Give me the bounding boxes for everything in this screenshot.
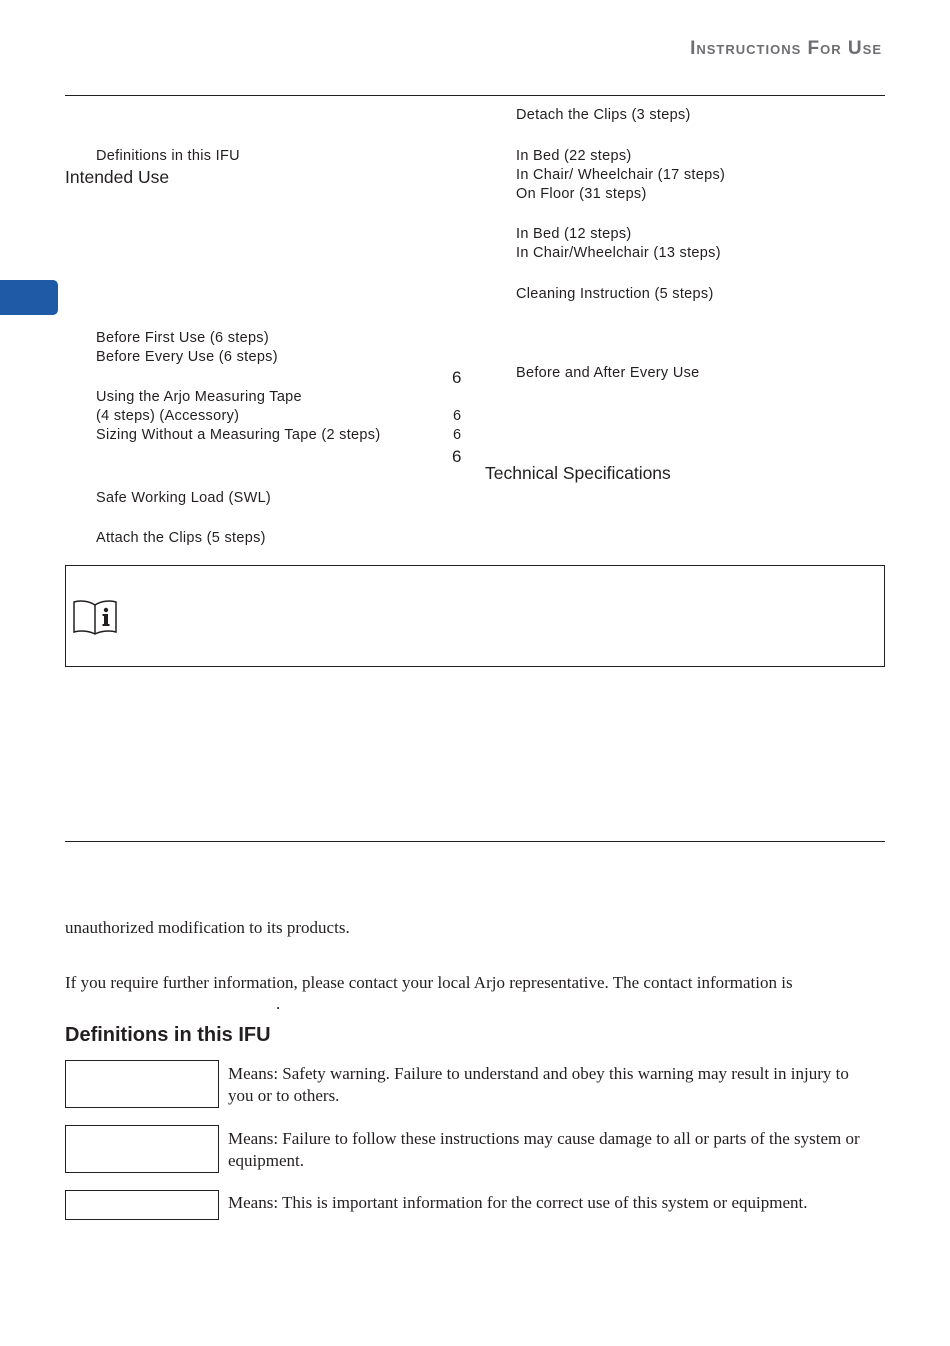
toc-intended-use[interactable]: Intended Use bbox=[65, 167, 170, 187]
body-paragraph-contact: If you require further information, please contact your local Arjo representative. The contact information is bbox=[65, 973, 793, 992]
header-rule bbox=[65, 95, 885, 96]
notice-box bbox=[65, 565, 885, 667]
body-paragraph-end: unauthorized modification to its products. bbox=[65, 918, 350, 937]
warning-definition: Means: Safety warning. Failure to understand and obey this warning may result in injury to you or to others. bbox=[228, 1064, 849, 1105]
caution-definition: Means: Failure to follow these instructions may cause damage to all or parts of the system or equipment. bbox=[228, 1129, 860, 1170]
toc-page-number: 6 bbox=[453, 427, 462, 443]
body-paragraph-contact-end: . bbox=[276, 994, 281, 1013]
toc-in-bed-22[interactable]: In Bed (22 steps) bbox=[516, 148, 632, 164]
toc-before-every-use[interactable]: Before Every Use (6 steps) bbox=[96, 349, 278, 365]
note-definition: Means: This is important information for the correct use of this system or equipment. bbox=[228, 1193, 808, 1212]
chapter-tab-marker bbox=[0, 280, 58, 315]
toc-measuring-tape[interactable]: Using the Arjo Measuring Tape bbox=[96, 389, 302, 405]
toc-page-number: 6 bbox=[452, 447, 462, 466]
warning-label-box bbox=[65, 1060, 219, 1108]
toc-sizing-without-tape[interactable]: Sizing Without a Measuring Tape (2 steps) bbox=[96, 427, 381, 443]
toc-page-number: 6 bbox=[452, 368, 462, 387]
toc-attach-clips[interactable]: Attach the Clips (5 steps) bbox=[96, 530, 266, 546]
toc-detach-clips[interactable]: Detach the Clips (3 steps) bbox=[516, 107, 691, 123]
toc-cleaning-instruction[interactable]: Cleaning Instruction (5 steps) bbox=[516, 286, 714, 302]
toc-definitions[interactable]: Definitions in this IFU bbox=[96, 148, 240, 164]
section-rule bbox=[65, 841, 885, 842]
toc-in-chair-17[interactable]: In Chair/ Wheelchair (17 steps) bbox=[516, 167, 726, 183]
toc-on-floor[interactable]: On Floor (31 steps) bbox=[516, 186, 647, 202]
toc-page-number: 6 bbox=[453, 408, 462, 424]
note-label-box bbox=[65, 1190, 219, 1220]
toc-in-chair-13[interactable]: In Chair/Wheelchair (13 steps) bbox=[516, 245, 721, 261]
definitions-heading: Definitions in this IFU bbox=[65, 1024, 271, 1046]
toc-technical-specifications[interactable]: Technical Specifications bbox=[485, 463, 671, 483]
toc-in-bed-12[interactable]: In Bed (12 steps) bbox=[516, 226, 632, 242]
toc-safe-working-load[interactable]: Safe Working Load (SWL) bbox=[96, 490, 272, 506]
read-manual-icon bbox=[72, 599, 118, 635]
header-title: Instructions For Use bbox=[690, 38, 882, 59]
toc-measuring-tape-cont[interactable]: (4 steps) (Accessory) bbox=[96, 408, 240, 424]
caution-label-box bbox=[65, 1125, 219, 1173]
toc-before-first-use[interactable]: Before First Use (6 steps) bbox=[96, 330, 269, 346]
toc-before-after-every-use[interactable]: Before and After Every Use bbox=[516, 365, 700, 381]
